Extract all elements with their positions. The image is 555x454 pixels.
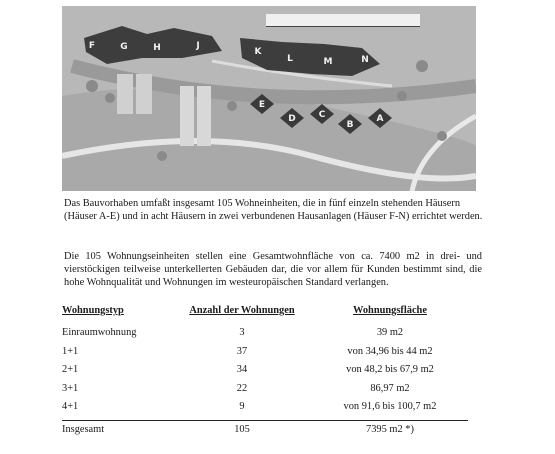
cell-count: 37	[236, 345, 248, 357]
cell-type: 3+1	[62, 382, 79, 394]
area-paragraph: Die 105 Wohnungseinheiten stellen eine Gesamtwohnfläche von ca. 7400 m2 in drei- und vierstöckigen teilweise unterkellerten Gebäuden dar, die vor allem für Kunden bestimmt sind, die hohe Wohnqualität und Wohnungen im westeuropäischen Standard verlangen.	[64, 251, 482, 288]
apartment-table	[62, 305, 468, 442]
cell-count: 9	[172, 401, 312, 420]
house-label-h: H	[153, 43, 161, 53]
table-header-row	[62, 305, 468, 327]
site-plan-drawing	[62, 6, 476, 191]
cell-type: 2+1	[62, 364, 79, 375]
site-plan-header	[266, 14, 420, 27]
house-label-l: L	[287, 54, 293, 64]
cell-type: Einraumwohnung	[62, 327, 137, 338]
cell-area: von 34,96 bis 44 m2	[347, 345, 433, 357]
table-row	[62, 383, 468, 402]
header-wohnungstyp: Wohnungstyp	[62, 305, 124, 316]
cell-area: 39 m2	[376, 327, 404, 338]
total-area: 7395 m2 *)	[366, 423, 414, 435]
total-count: 105	[234, 423, 250, 435]
table-row	[62, 346, 468, 365]
cell-area: 86,97 m2	[370, 382, 410, 394]
cell-count: 34	[236, 364, 248, 375]
cell-area: von 48,2 bis 67,9 m2	[346, 364, 434, 375]
total-label: Insgesamt	[62, 423, 105, 435]
house-label-e: E	[258, 100, 266, 110]
table-row	[62, 327, 468, 346]
cell-count: 3	[239, 327, 245, 338]
table-total-row	[62, 420, 468, 442]
house-label-d: D	[288, 114, 296, 124]
house-label-n: N	[361, 55, 369, 65]
house-label-k: K	[254, 47, 262, 57]
house-label-j: J	[196, 41, 200, 51]
intro-paragraph: Das Bauvorhaben umfaßt insgesamt 105 Wohneinheiten, die in fünf einzeln stehenden Häusern (Häuser A-E) und in acht Häusern in zwei verbundenen Hausanlagen (Häuser F-N) errichtet werden.	[64, 198, 483, 222]
house-label-b: B	[346, 120, 354, 130]
cell-type: 1+1	[62, 345, 79, 357]
cell-area: von 91,6 bis 100,7 m2	[312, 401, 468, 420]
header-anzahl: Anzahl der Wohnungen	[189, 305, 295, 316]
house-label-m: M	[323, 57, 333, 67]
header-wohnungsflaeche: Wohnungsfläche	[353, 305, 427, 316]
house-label-f: F	[88, 41, 96, 51]
site-plan-image	[62, 6, 476, 191]
cell-type: 4+1	[62, 401, 172, 420]
table-row	[62, 364, 468, 383]
house-label-c: C	[318, 110, 326, 120]
table-row	[62, 401, 468, 420]
house-label-g: G	[120, 42, 128, 52]
house-label-a: A	[376, 114, 384, 124]
cell-count: 22	[236, 382, 248, 394]
